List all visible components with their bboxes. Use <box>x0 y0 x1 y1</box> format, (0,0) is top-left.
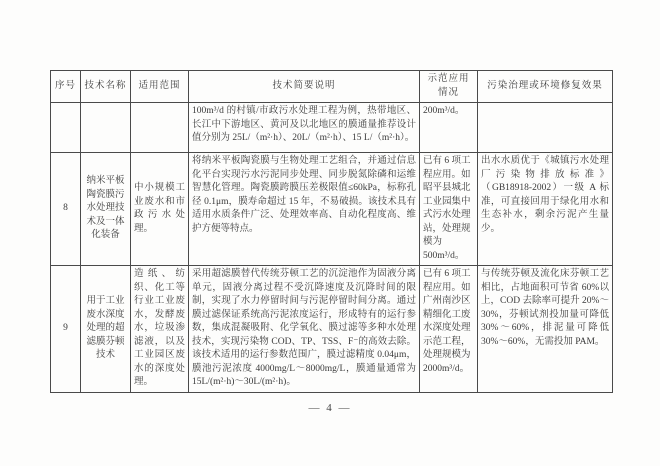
cell-scope <box>131 103 189 153</box>
cell-no: 8 <box>51 153 81 266</box>
table-header-row <box>51 71 613 103</box>
page-number: — 4 — <box>308 402 352 414</box>
cell-effect <box>478 103 613 153</box>
column-header-no: 序号 <box>51 71 81 103</box>
table-row <box>51 103 613 153</box>
table-row <box>51 266 613 393</box>
cell-application: 已有 6 项工程应用。如广州南沙区精细化工废水深度处理示范工程，处理规模为 2000m³/d。 <box>420 266 478 393</box>
tech-table <box>50 70 613 393</box>
cell-effect: 与传统芬顿及流化床芬顿工艺相比，占地面积可节省 60%以上，COD 去除率可提升 20%～30%，芬顿试剂投加量可降低 30%～60%，排泥量可降低 30%～60%，无需投加 PAM。 <box>478 266 613 393</box>
table-row <box>51 153 613 266</box>
cell-application: 200m³/d。 <box>420 103 478 153</box>
column-header-scope: 适用范围 <box>131 71 189 103</box>
cell-scope: 造纸、纺织、化工等行业工业废水，发酵废水，垃圾渗滤液，以及工业园区废水的深度处理。 <box>131 266 189 393</box>
cell-name: 纳米平板陶瓷膜污水处理技术及一体化装备 <box>81 153 131 266</box>
cell-description: 采用超滤膜替代传统芬顿工艺的沉淀池作为固液分离单元，固液分离过程不受沉降速度及沉降时间的限制，实现了水力停留时间与污泥停留时间分离。通过膜过滤保证系统高污泥浓度运行，形成特有的运行参数，集成混凝吸附、化学氧化、膜过滤等多种水处理技术，实现污染物 COD、TP、TSS、F⁻的高效去除。该技术适用的运行参数范围广，膜过滤精度 0.04μm，膜池污泥浓度 4000mg/L～8000mg/L，膜通量通常为 15L/(m²·h)～30L/(m²·h)。 <box>189 266 420 393</box>
cell-application: 已有 6 项工程应用。如昭平县城北工业园集中式污水处理站，处理规模为 500m³/d。 <box>420 153 478 266</box>
cell-description: 100m³/d 的村镇/市政污水处理工程为例，热带地区、长江中下游地区、黄河及以北地区的膜通量推荐设计值分别为 25L/（m²·h）、20L/（m²·h）、15 L/（m²·h）。 <box>189 103 420 153</box>
cell-name <box>81 103 131 153</box>
column-header-name: 技术名称 <box>81 71 131 103</box>
cell-description: 将纳米平板陶瓷膜与生物处理工艺组合，并通过信息化平台实现污水污泥同步处理、同步脱氮除磷和运维智慧化管理。陶瓷膜跨膜压差极限值≤60kPa，标称孔径 0.1μm，膜寿命超过 15 年，不易破损。该技术具有适用水质条件广泛、处理效率高、自动化程度高、维护方便等特点。 <box>189 153 420 266</box>
column-header-effect: 污染治理或环境修复效果 <box>478 71 613 103</box>
column-header-description: 技术简要说明 <box>189 71 420 103</box>
cell-name: 用于工业废水深度处理的超滤膜芬顿技术 <box>81 266 131 393</box>
cell-effect: 出水水质优于《城镇污水处理厂污染物排放标准》（GB18918-2002）一级 A 标准，可直接回用于绿化用水和生态补水，剩余污泥产生量少。 <box>478 153 613 266</box>
cell-no: 9 <box>51 266 81 393</box>
cell-scope: 中小规模工业废水和市政污水处理。 <box>131 153 189 266</box>
cell-no <box>51 103 81 153</box>
column-header-application: 示范应用情况 <box>420 71 478 103</box>
